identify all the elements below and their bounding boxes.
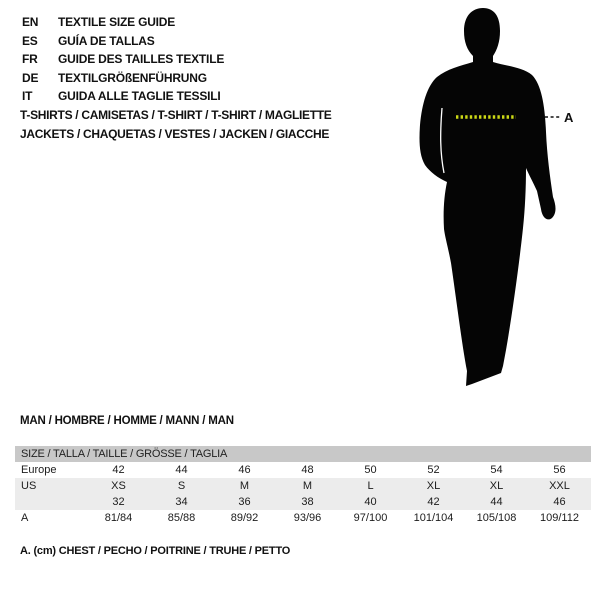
- table-cell: M: [302, 480, 313, 492]
- size-table-header: SIZE / TALLA / TAILLE / GRÖSSE / TAGLIA: [15, 446, 591, 462]
- measure-label-a: A: [564, 110, 574, 125]
- table-cell: 89/92: [230, 512, 259, 524]
- table-cell: 42: [112, 464, 125, 476]
- garment-categories: [20, 106, 332, 143]
- table-cell: 93/96: [293, 512, 322, 524]
- language-list: [22, 13, 224, 106]
- language-label: GUIDA ALLE TAGLIE TESSILI: [58, 89, 221, 103]
- language-label: TEXTILE SIZE GUIDE: [58, 15, 176, 29]
- table-row-europe: [15, 462, 591, 478]
- language-code: DE: [22, 70, 39, 85]
- table-cell: 50: [364, 464, 377, 476]
- category-line-tshirts: T-SHIRTS / CAMISETAS / T-SHIRT / T-SHIRT / MAGLIETTE: [20, 108, 332, 122]
- table-row-us-numeric: [15, 494, 591, 510]
- table-cell: 48: [301, 464, 314, 476]
- language-code: FR: [22, 52, 38, 66]
- row-label: [15, 494, 87, 510]
- language-code: EN: [22, 15, 39, 29]
- table-cell: 81/84: [104, 512, 133, 524]
- language-row-de: [22, 69, 224, 88]
- language-row-it: [22, 87, 224, 106]
- table-cell: XS: [111, 480, 126, 492]
- table-cell: XL: [426, 480, 441, 492]
- table-cell: 56: [553, 464, 566, 476]
- language-label: TEXTILGRÖßENFÜHRUNG: [58, 70, 207, 85]
- language-label: GUIDE DES TAILLES TEXTILE: [58, 52, 225, 66]
- table-cell: 44: [490, 496, 503, 508]
- table-cell: 34: [175, 496, 188, 508]
- row-label: A: [21, 512, 29, 524]
- man-silhouette: [420, 8, 556, 386]
- table-cell: L: [367, 480, 374, 492]
- language-code: ES: [22, 33, 38, 48]
- language-code: IT: [22, 89, 33, 103]
- table-cell: XL: [489, 480, 504, 492]
- table-cell: 36: [238, 496, 251, 508]
- size-table: [15, 446, 591, 526]
- table-cell: XXL: [549, 480, 570, 492]
- table-cell: S: [177, 480, 186, 492]
- table-cell: 54: [490, 464, 503, 476]
- table-cell: 44: [175, 464, 188, 476]
- table-cell: 105/108: [476, 512, 517, 524]
- table-cell: 97/100: [353, 512, 388, 524]
- table-cell: 32: [112, 496, 125, 508]
- table-cell: 109/112: [540, 512, 579, 524]
- category-line-jackets: JACKETS / CHAQUETAS / VESTES / JACKEN / GIACCHE: [20, 126, 330, 141]
- table-cell: 52: [427, 464, 440, 476]
- language-row-fr: [22, 50, 224, 69]
- table-cell: 40: [364, 496, 377, 508]
- section-title: MAN / HOMBRE / HOMME / MANN / MAN: [20, 415, 234, 427]
- table-cell: 42: [427, 496, 440, 508]
- table-cell: M: [239, 480, 250, 492]
- row-label: Europe: [21, 464, 57, 476]
- table-cell: 38: [301, 496, 314, 508]
- man-silhouette-figure: [410, 5, 580, 400]
- table-row-chest-a: [15, 510, 591, 526]
- table-cell: 46: [553, 496, 566, 508]
- table-cell: 46: [238, 464, 251, 476]
- table-cell: 101/104: [413, 512, 454, 524]
- row-label: US: [21, 480, 37, 492]
- table-cell: 85/88: [167, 512, 196, 524]
- language-label: GUÍA DE TALLAS: [58, 33, 155, 48]
- table-row-us: [15, 478, 591, 494]
- language-row-en: [22, 13, 224, 32]
- measurement-footnote: A. (cm) CHEST / PECHO / POITRINE / TRUHE / PETTO: [20, 545, 291, 557]
- language-row-es: [22, 32, 224, 51]
